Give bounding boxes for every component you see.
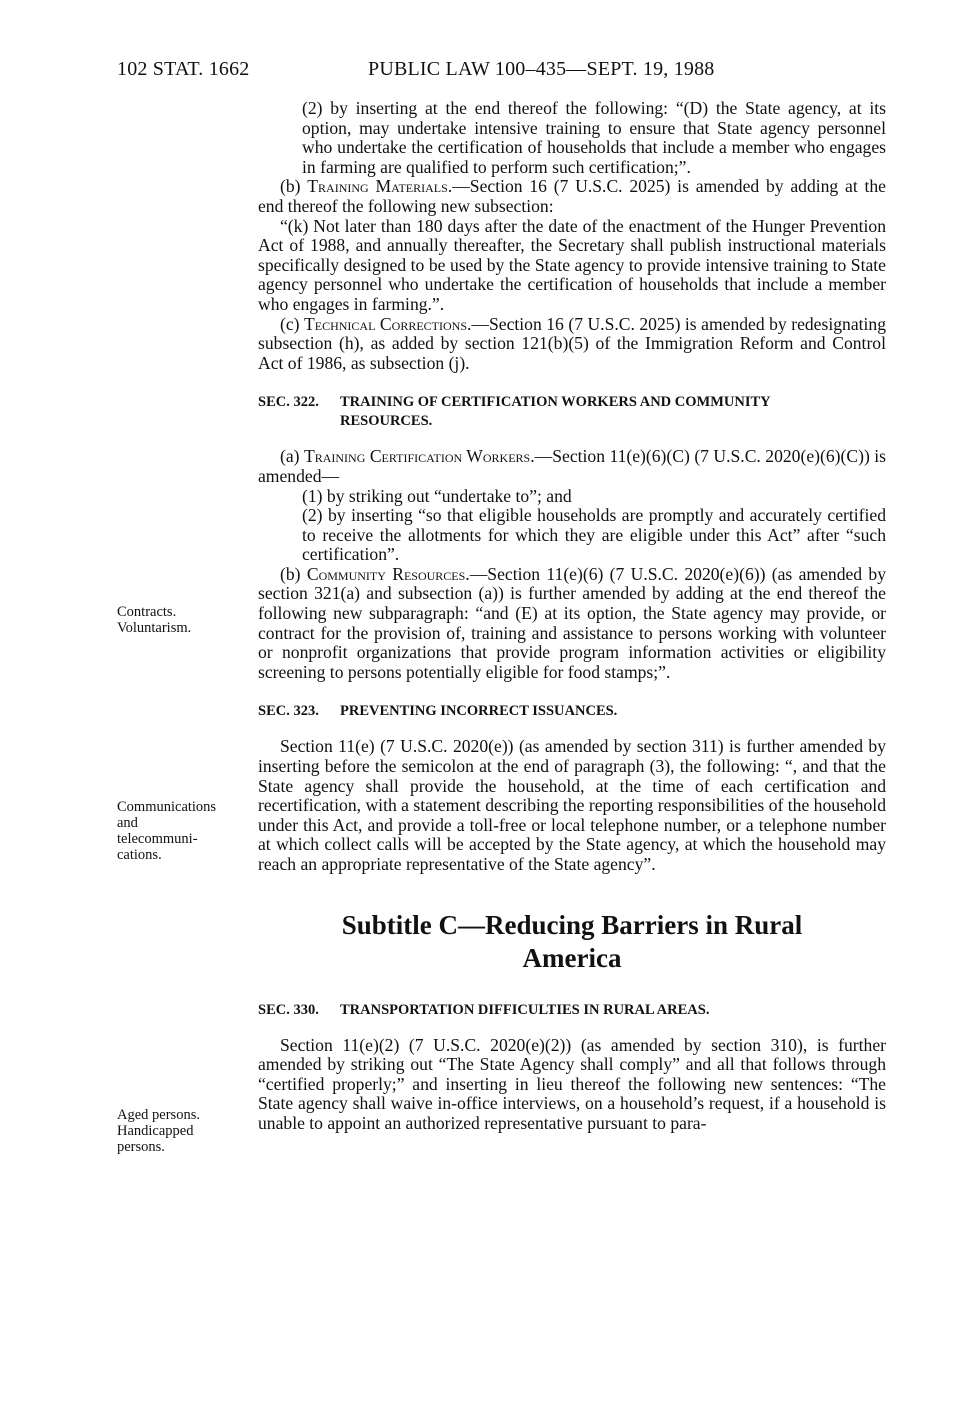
section-title-continued: RESOURCES. xyxy=(340,413,433,430)
paragraph-heading: Training Materials xyxy=(307,176,448,197)
margin-note-line: persons. xyxy=(117,1139,165,1155)
margin-note-line: Aged persons. xyxy=(117,1107,200,1123)
paragraph-amendment-2: (2) by inserting “so that eligible households are promptly and accurately certified to receive the allotments for which they are eligible under this Act” after “such certification”. xyxy=(302,505,886,565)
paragraph-heading: Community Resources xyxy=(306,563,466,584)
section-323-heading xyxy=(258,702,886,721)
paragraph-training-materials xyxy=(258,177,886,216)
paragraph-label: (b) xyxy=(280,563,307,584)
section-title: TRAINING OF CERTIFICATION WORKERS AND COMMUNITY xyxy=(340,394,771,411)
section-title: PREVENTING INCORRECT ISSUANCES. xyxy=(340,703,618,720)
subtitle-line-2: America xyxy=(522,942,622,973)
paragraph-amendment-1: (1) by striking out “undertake to”; and xyxy=(302,485,572,506)
section-322-heading xyxy=(258,393,886,431)
paragraph-label: (b) xyxy=(280,176,308,197)
paragraph-text: .—Section 16 (7 U.S.C. 2025) is amended by adding at the end thereof the following new subsection: xyxy=(258,176,886,216)
margin-note-line: Contracts. xyxy=(117,604,177,620)
paragraph-text: .—Section 16 (7 U.S.C. 2025) is amended by redesignating subsection (h), as added by section 121(b)(5) of the Immigration Reform and Control Act of 1986, as subsection (j). xyxy=(258,313,886,373)
section-number: SEC. 323. xyxy=(258,703,319,720)
margin-note-line: cations. xyxy=(117,847,162,863)
margin-note-line: Handicapped xyxy=(117,1123,194,1139)
paragraph-section-323-text: Section 11(e) (7 U.S.C. 2020(e)) (as amended by section 311) is further amended by inserting before the semicolon at the end of paragraph (3), the following: “, and that the State agency shall provide the household, at the time of each certification and recertification, with a statement describing the reporting responsibilities of the household under this Act, and provide a toll-free or local telephone number, or a telephone number at which collect calls will be accepted by the State agency, at which the household may reach an appropriate representative of the State agency”. xyxy=(258,736,886,874)
section-number: SEC. 322. xyxy=(258,394,319,411)
margin-note-line: Communications xyxy=(117,799,217,815)
margin-note-aged xyxy=(117,1107,247,1155)
paragraph-label: (a) xyxy=(280,446,304,467)
paragraph-technical-corrections xyxy=(258,315,886,374)
paragraph-label: (c) xyxy=(280,313,305,334)
margin-note-line: telecommuni- xyxy=(117,831,198,847)
margin-note-line: and xyxy=(117,815,138,831)
paragraph-heading: Training Certification Workers xyxy=(303,446,531,467)
paragraph-text: .—Section 11(e)(6)(C) (7 U.S.C. 2020(e)(6)(C)) is amended— xyxy=(258,446,886,486)
paragraph-heading: Technical Corrections xyxy=(304,313,467,334)
section-title: TRANSPORTATION DIFFICULTIES IN RURAL AREAS. xyxy=(340,1001,710,1018)
section-number: SEC. 330. xyxy=(258,1001,319,1018)
paragraph-subsection-k: “(k) Not later than 180 days after the date of the enactment of the Hunger Prevention Act of 1988, and annually thereafter, the Secretary shall publish instructional materials specifically designed to be used by the State agency to provide intensive training to State agency personnel who undertake the certification of households that include a member who engages in farming.”. xyxy=(258,215,886,314)
margin-note-contracts xyxy=(117,604,247,636)
margin-note-communications xyxy=(117,799,247,863)
subtitle-heading xyxy=(258,909,886,975)
paragraph-training-certification-workers xyxy=(258,447,886,486)
main-text-column xyxy=(258,99,886,1134)
margin-note-line: Voluntarism. xyxy=(117,620,192,636)
page-number: 102 STAT. 1662 xyxy=(117,58,250,80)
paragraph-text: .—Section 11(e)(6) (7 U.S.C. 2020(e)(6)) (as amended by section 321(a) and subsection (a)) is further amended by adding at the end thereof the following new subparagraph: “and (E) at its option, the State agency may provide, or contract for the provision of, training and assistance to persons working with volunteer or nonprofit organizations that provide program information activities or eligibility screening to persons potentially eligible for food stamps;”. xyxy=(258,563,886,682)
paragraph-d-training: (2) by inserting at the end thereof the following: “(D) the State agency, at its option, may undertake intensive training to ensure that State agency personnel who undertake the certification of households that include a member who engages in farming are qualified to perform such certification;”. xyxy=(302,98,886,177)
paragraph-community-resources xyxy=(258,565,886,683)
subtitle-line-1: Subtitle C—Reducing Barriers in Rural xyxy=(341,909,803,940)
section-330-heading xyxy=(258,1001,886,1020)
paragraph-section-330-text: Section 11(e)(2) (7 U.S.C. 2020(e)(2)) (as amended by section 310), is further amended by striking out “The State Agency shall comply” and all that follows through “certified properly;” and inserting in lieu thereof the following new sentences: “The State agency shall waive in-office interviews, on a household’s request, if a household is unable to appoint an authorized representative pursuant to para- xyxy=(258,1034,886,1133)
running-title: PUBLIC LAW 100–435—SEPT. 19, 1988 xyxy=(368,58,715,80)
